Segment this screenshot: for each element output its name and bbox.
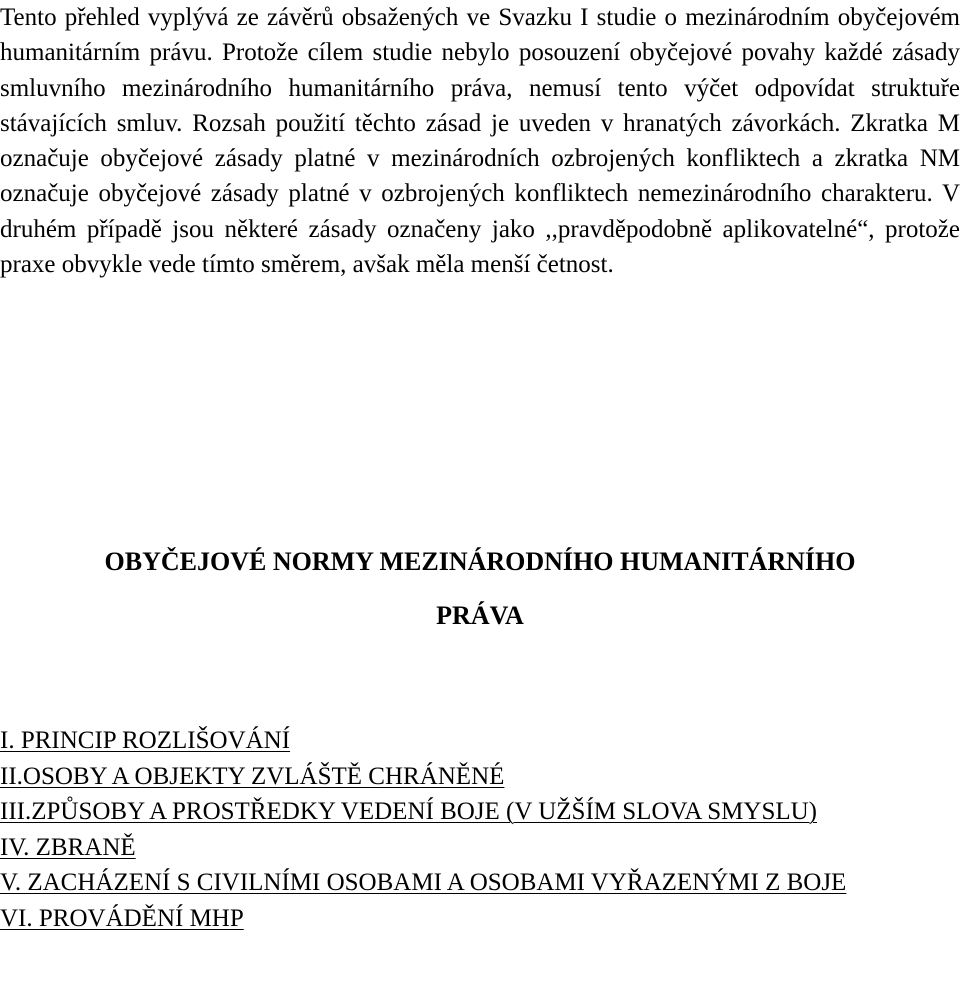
toc-item-2 [0, 759, 960, 795]
toc-link-weapons[interactable]: IV. ZBRANĚ [0, 833, 136, 861]
document-title-line-2: PRÁVA [436, 601, 524, 630]
table-of-contents [0, 723, 960, 936]
toc-item-5 [0, 865, 960, 901]
toc-item-3 [0, 794, 960, 830]
toc-link-implementation[interactable]: VI. PROVÁDĚNÍ MHP [0, 904, 244, 932]
toc-item-1 [0, 723, 960, 759]
toc-item-4 [0, 830, 960, 866]
toc-link-principle-of-distinction[interactable]: I. PRINCIP ROZLIŠOVÁNÍ [0, 727, 291, 754]
intro-paragraph: Tento přehled vyplývá ze závěrů obsažených ve Svazku I studie o mezinárodním obyčejovém humanitárním právu. Protože cílem studie nebylo posouzení obyčejové povahy každé zásady smluvního mezinárodního humanitárního práva, nemusí tento výčet odpovídat struktuře stávajících smluv. Rozsah použití těchto zásad je uveden v hranatých závorkách. Zkratka M označuje obyčejové zásady platné v mezinárodních ozbrojených konfliktech a zkratka NM označuje obyčejové zásady platné v ozbrojených konfliktech nemezinárodního charakteru. V druhém případě jsou některé zásady označeny jako ,,pravděpodobně aplikovatelné“, protože praxe obvykle vede tímto směrem, avšak měla menší četnost. [0, 4, 960, 279]
toc-link-specially-protected-persons[interactable]: II.OSOBY A OBJEKTY ZVLÁŠTĚ CHRÁNĚNÉ [0, 762, 505, 790]
toc-link-methods-and-means[interactable]: III.ZPŮSOBY A PROSTŘEDKY VEDENÍ BOJE (V UŽŠÍM SLOVA SMYSLU) [0, 798, 817, 825]
document-title-line-1: OBYČEJOVÉ NORMY MEZINÁRODNÍHO HUMANITÁRNÍHO [104, 547, 856, 576]
toc-link-treatment-of-civilians[interactable]: V. ZACHÁZENÍ S CIVILNÍMI OSOBAMI A OSOBAMI VYŘAZENÝMI Z BOJE [0, 869, 847, 896]
toc-item-6 [0, 901, 960, 937]
